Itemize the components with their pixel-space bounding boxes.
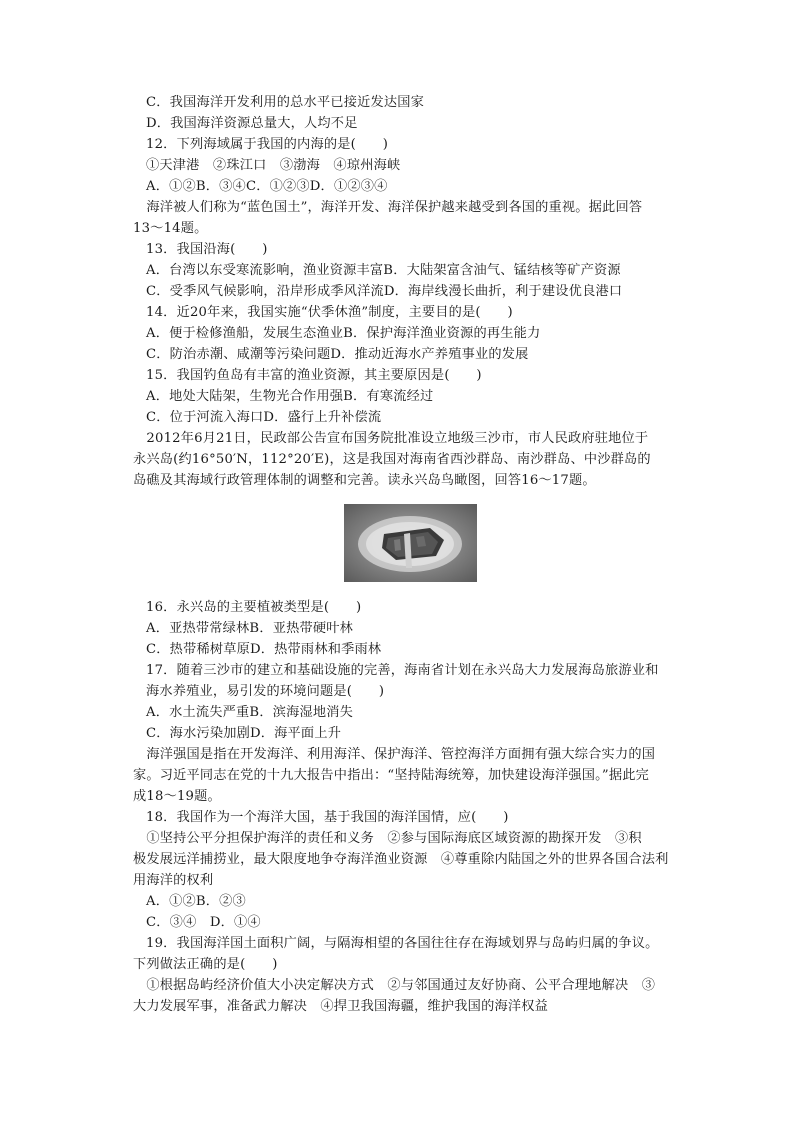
- passage-2-line-2: 永兴岛(约16°50′N，112°20′E)，这是我国对海南省西沙群岛、南沙群岛、中沙群岛的: [133, 452, 651, 467]
- document-body: [133, 92, 686, 491]
- question-19-line-1: 19．我国海洋国土面积广阔，与隔海相望的各国往往存在海域划界与岛屿归属的争议。: [146, 936, 659, 951]
- question-19-line-2: 下列做法正确的是( ): [133, 957, 278, 972]
- question-19-items-line-1: ①根据岛屿经济价值大小决定解决方式 ②与邻国通过友好协商、公平合理地解决 ③: [133, 978, 656, 993]
- question-12: 12．下列海域属于我国的内海的是( ): [146, 137, 389, 152]
- question-19-items-line-2: 大力发展军事，准备武力解决 ④捍卫我国海疆，维护我国的海洋权益: [133, 999, 549, 1014]
- question-18: 18．我国作为一个海洋大国，基于我国的海洋国情，应( ): [146, 810, 509, 825]
- question-18-items-line-1: ①坚持公平分担保护海洋的责任和义务 ②参与国际海底区域资源的勘探开发 ③积: [133, 831, 642, 846]
- option-d-line: D．我国海洋资源总量大，人均不足: [146, 116, 358, 131]
- question-14: 14．近20年来，我国实施“伏季休渔”制度，主要目的是( ): [146, 305, 513, 320]
- question-16-options-cd: C．热带稀树草原D．热带雨林和季雨林: [146, 642, 382, 657]
- passage-3-line-1: 海洋强国是指在开发海洋、利用海洋、保护海洋、管控海洋方面拥有强大综合实力的国: [133, 747, 656, 762]
- question-13-options-ab: A．台湾以东受寒流影响，渔业资源丰富B．大陆架富含油气、锰结核等矿产资源: [146, 263, 621, 278]
- question-17-line-2: 海水养殖业，易引发的环境问题是( ): [146, 684, 385, 699]
- passage-1-line-1: 海洋被人们称为“蓝色国土”，海洋开发、海洋保护越来越受到各国的重视。据此回答: [133, 200, 643, 215]
- option-c-line: C．我国海洋开发利用的总水平已接近发达国家: [146, 95, 425, 110]
- passage-1-line-2: 13～14题。: [133, 221, 208, 236]
- question-18-options-cd: C．③④ D．①④: [146, 915, 261, 930]
- question-18-items-line-2: 极发展远洋捕捞业，最大限度地争夺海洋渔业资源 ④尊重除内陆国之外的世界各国合法利: [133, 852, 669, 867]
- questions-16-19: [133, 597, 686, 1017]
- question-12-options: A．①②B．③④C．①②③D．①②③④: [146, 179, 388, 194]
- question-13: 13．我国沿海( ): [146, 242, 268, 257]
- passage-2-line-3: 岛礁及其海域行政管理体制的调整和完善。读永兴岛鸟瞰图，回答16～17题。: [133, 473, 596, 488]
- question-16: 16．永兴岛的主要植被类型是( ): [146, 600, 362, 615]
- question-18-items-line-3: 用海洋的权利: [133, 873, 214, 888]
- question-13-options-cd: C．受季风气候影响，沿岸形成季风洋流D．海岸线漫长曲折，利于建设优良港口: [146, 284, 623, 299]
- passage-2-line-1: 2012年6月21日，民政部公告宣布国务院批准设立地级三沙市，市人民政府驻地位于: [133, 431, 649, 446]
- question-17-options-ab: A．水土流失严重B．滨海湿地消失: [146, 705, 354, 720]
- question-17-line-1: 17．随着三沙市的建立和基础设施的完善，海南省计划在永兴岛大力发展海岛旅游业和: [146, 663, 659, 678]
- question-14-options-cd: C．防治赤潮、咸潮等污染问题D．推动近海水产养殖事业的发展: [146, 347, 529, 362]
- question-12-items: ①天津港 ②珠江口 ③渤海 ④琼州海峡: [146, 158, 401, 173]
- question-15: 15．我国钓鱼岛有丰富的渔业资源，其主要原因是( ): [146, 368, 482, 383]
- question-16-options-ab: A．亚热带常绿林B．亚热带硬叶林: [146, 621, 354, 636]
- passage-3-line-2: 家。习近平同志在党的十九大报告中指出：“坚持陆海统筹，加快建设海洋强国。”据此完: [133, 768, 650, 783]
- question-15-options-ab: A．地处大陆架，生物光合作用强B．有寒流经过: [146, 389, 434, 404]
- question-14-options-ab: A．便于检修渔船，发展生态渔业B．保护海洋渔业资源的再生能力: [146, 326, 541, 341]
- question-17-options-cd: C．海水污染加剧D．海平面上升: [146, 726, 342, 741]
- question-15-options-cd: C．位于河流入海口D．盛行上升补偿流: [146, 410, 382, 425]
- passage-3-line-3: 成18～19题。: [133, 789, 221, 804]
- yongxing-island-aerial-photo: [344, 504, 477, 582]
- question-18-options-ab: A．①②B．②③: [146, 894, 246, 909]
